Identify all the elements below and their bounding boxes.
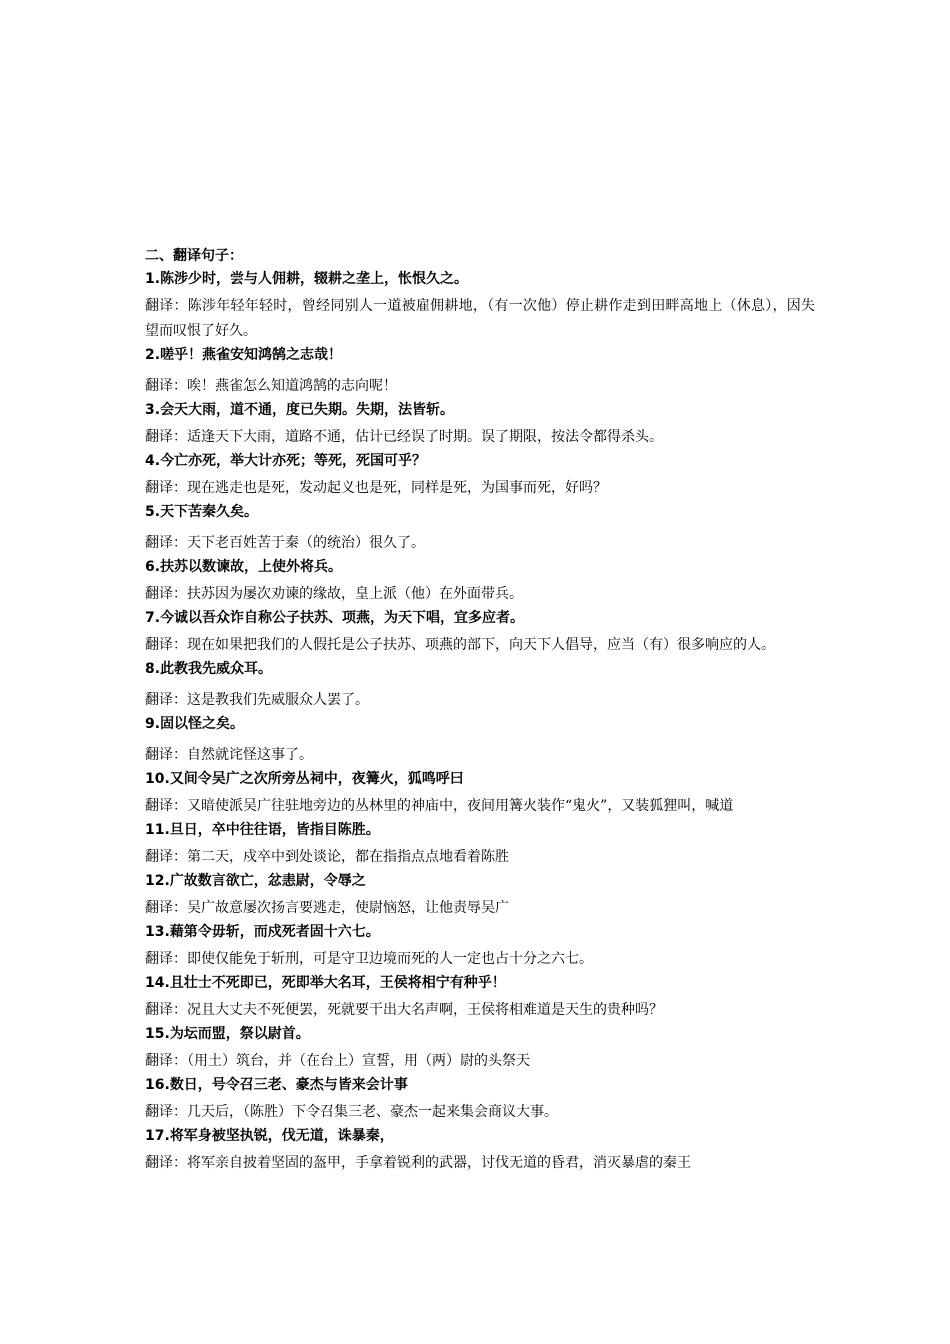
- source-sentence: [145, 820, 815, 840]
- translation-text: 翻译：陈涉年轻年轻时，曾经同别人一道被雇佣耕地，（有一次他）停止耕作走到田畔高地上（休息），因失望而叹恨了好久。: [145, 298, 815, 339]
- translation-text: 翻译：又暗使派吴广往驻地旁边的丛林里的神庙中，夜间用篝火装作“鬼火”，又装狐狸叫，喊道: [145, 798, 734, 814]
- sentence-text: 又间令吴广之次所旁丛祠中，夜篝火，狐鸣呼曰: [169, 771, 464, 787]
- source-sentence: [145, 451, 815, 471]
- item-number: 3.: [145, 402, 161, 418]
- list-item: [145, 922, 815, 972]
- source-sentence: [145, 608, 815, 628]
- sentence-text: 今亡亦死，举大计亦死；等死，死国可乎？: [160, 453, 427, 469]
- sentence-text: 扶苏以数谏故，上使外将兵。: [160, 559, 343, 575]
- item-number: 6.: [145, 559, 161, 575]
- item-number: 8.: [145, 661, 161, 677]
- list-item: [145, 1024, 815, 1074]
- source-sentence: [145, 269, 815, 289]
- source-sentence: [145, 1126, 815, 1146]
- item-number: 9.: [145, 716, 161, 732]
- translation-text: 翻译：第二天，戍卒中到处谈论，都在指指点点地看着陈胜: [145, 849, 509, 865]
- list-item: [145, 1075, 815, 1125]
- translation-text: 翻译：吴广故意屡次扬言要逃走，使尉恼怒，让他责辱吴广: [145, 900, 509, 916]
- sentence-text: 天下苦秦久矣。: [160, 504, 259, 520]
- source-sentence: [145, 973, 815, 993]
- source-sentence: [145, 1075, 815, 1095]
- list-item: [145, 1126, 815, 1176]
- translation-text: 翻译：适逢天下大雨，道路不通，估计已经误了时期。误了期限，按法令都得杀头。: [145, 429, 663, 445]
- translation-text: 翻译：将军亲自披着坚固的盔甲，手拿着锐利的武器，讨伐无道的昏君，消灭暴虐的秦王: [145, 1155, 691, 1171]
- translation-text: 翻译：天下老百姓苦于秦（的统治）很久了。: [145, 535, 425, 551]
- item-number: 16.: [145, 1077, 170, 1093]
- translation-text: 翻译：这是教我们先威服众人罢了。: [145, 692, 369, 708]
- list-item: [145, 451, 815, 501]
- sentence-text: 嗟乎！燕雀安知鸿鹄之志哉！: [160, 347, 343, 363]
- sentence-text: 此教我先威众耳。: [160, 661, 273, 677]
- item-number: 15.: [145, 1026, 170, 1042]
- item-number: 2.: [145, 347, 161, 363]
- sentence-text: 将军身被坚执锐，伐无道，诛暴秦，: [169, 1128, 394, 1144]
- sentence-text: 藉第令毋斩，而戍死者固十六七。: [169, 924, 380, 940]
- item-number: 13.: [145, 924, 170, 940]
- source-sentence: [145, 714, 815, 734]
- source-sentence: [145, 345, 815, 365]
- translation-text: 翻译：即使仅能免于斩刑，可是守卫边境而死的人一定也占十分之六七。: [145, 951, 593, 967]
- item-number: 7.: [145, 610, 161, 626]
- item-number: 10.: [145, 771, 170, 787]
- item-number: 14.: [145, 975, 170, 991]
- sentence-text: 为坛而盟，祭以尉首。: [169, 1026, 310, 1042]
- sentence-text: 且壮士不死即已，死即举大名耳，王侯将相宁有种乎！: [169, 975, 506, 991]
- source-sentence: [145, 922, 815, 942]
- list-item: [145, 820, 815, 870]
- translation-text: 翻译：自然就诧怪这事了。: [145, 747, 313, 763]
- translation-text: 翻译：（用土）筑台，并（在台上）宣誓，用（两）尉的头祭天: [145, 1053, 530, 1069]
- source-sentence: [145, 1024, 815, 1044]
- translation-text: 翻译：现在逃走也是死，发动起义也是死，同样是死，为国事而死，好吗？: [145, 480, 607, 496]
- source-sentence: [145, 557, 815, 577]
- translation-text: 翻译：现在如果把我们的人假托是公子扶苏、项燕的部下，向天下人倡导，应当（有）很多响应的人。: [145, 637, 775, 653]
- list-item: [145, 714, 815, 768]
- list-item: [145, 769, 815, 819]
- list-item: [145, 502, 815, 556]
- source-sentence: [145, 659, 815, 679]
- sentence-text: 旦日，卒中往往语，皆指目陈胜。: [169, 822, 380, 838]
- item-number: 5.: [145, 504, 161, 520]
- source-sentence: [145, 400, 815, 420]
- sentence-text: 广故数言欲亡，忿恚尉，令辱之: [169, 873, 366, 889]
- sentence-text: 固以怪之矣。: [160, 716, 245, 732]
- item-number: 1.: [145, 271, 161, 287]
- list-item: [145, 871, 815, 921]
- list-item: [145, 973, 815, 1023]
- source-sentence: [145, 871, 815, 891]
- sentence-text: 今诚以吾众诈自称公子扶苏、项燕，为天下唱，宜多应者。: [160, 610, 525, 626]
- item-number: 4.: [145, 453, 161, 469]
- section-title: 二、翻译句子：: [145, 248, 243, 264]
- list-item: [145, 659, 815, 713]
- document-page: [145, 246, 815, 1177]
- translation-text: 翻译：扶苏因为屡次劝谏的缘故，皇上派（他）在外面带兵。: [145, 586, 523, 602]
- translation-text: 翻译：几天后，（陈胜）下令召集三老、豪杰一起来集会商议大事。: [145, 1104, 558, 1120]
- list-item: [145, 557, 815, 607]
- sentence-text: 数日，号令召三老、豪杰与皆来会计事: [169, 1077, 408, 1093]
- source-sentence: [145, 769, 815, 789]
- source-sentence: [145, 502, 815, 522]
- sentence-text: 会天大雨，道不通，度已失期。失期，法皆斩。: [160, 402, 455, 418]
- item-number: 17.: [145, 1128, 170, 1144]
- list-item: [145, 400, 815, 450]
- list-item: [145, 269, 815, 344]
- sentence-text: 陈涉少时，尝与人佣耕，辍耕之垄上，怅恨久之。: [160, 271, 469, 287]
- translation-text: 翻译：唉！燕雀怎么知道鸿鹄的志向呢！: [145, 378, 397, 394]
- list-item: [145, 345, 815, 399]
- item-number: 11.: [145, 822, 170, 838]
- item-number: 12.: [145, 873, 170, 889]
- translation-text: 翻译：况且大丈夫不死便罢，死就要干出大名声啊，王侯将相难道是天生的贵种吗？: [145, 1002, 663, 1018]
- list-item: [145, 608, 815, 658]
